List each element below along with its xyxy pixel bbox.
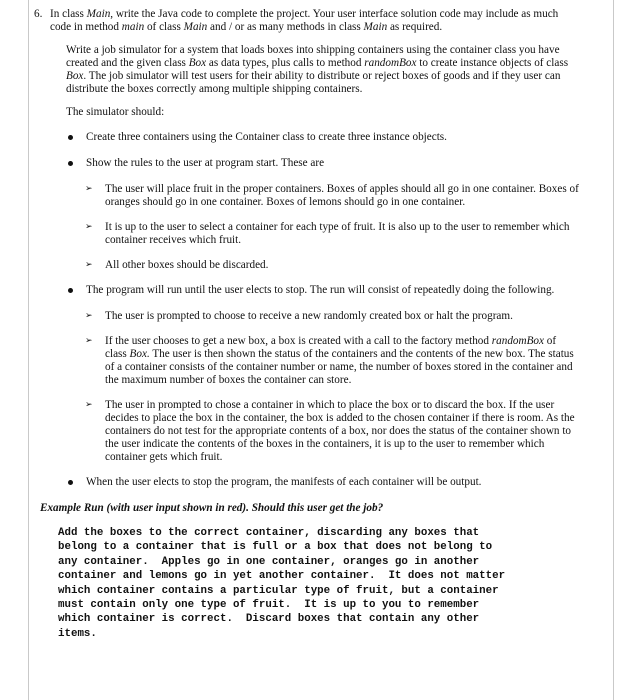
arrow-bullet-icon: ➢ (85, 184, 93, 194)
emphasis-main-method: main (121, 21, 145, 33)
paragraph-part: as data types, plus calls to method (206, 57, 365, 69)
arrow-bullet-icon: ➢ (85, 311, 93, 321)
bullet-manifests: When the user elects to stop the program, the manifests of each container will be output. (86, 476, 580, 489)
emphasis-box: Box (188, 57, 207, 69)
question-text-part: and / or as many methods in class (207, 21, 364, 33)
question-text-part: as required. (387, 21, 443, 33)
question-text-part: of class (144, 21, 184, 33)
simulator-heading: The simulator should: (66, 106, 165, 118)
arrow-bullet-icon: ➢ (85, 400, 93, 410)
rule-item (85, 183, 580, 209)
step-text: The user in prompted to chose a container in which to place the box or to discard the box. If the user decides to place the box in the container, the box is added to the chosen container if there is room. As the containers do not test for the appropriate contents of a box, nor does the status of the container shown to the user indicate the contents of the boxes in the containers, it is up to the user to remember which container gets which fruit. (105, 399, 575, 463)
step-text: The user is then shown the status of the containers and the contents of the new box. The status of a container consists of the container number or name, the number of boxes stored in the container and the maximum number of boxes the container can store. (105, 348, 574, 386)
rule-item (85, 259, 580, 272)
step-item (85, 335, 580, 387)
question-text-part: , write the Java code to complete the project. Your user interface solution code may include as much code in method (50, 8, 559, 33)
description-paragraph (66, 44, 580, 96)
step-text: The user is prompted to choose to receive a new randomly created box or halt the program. (105, 310, 513, 322)
emphasis-randombox: randomBox (491, 335, 544, 347)
example-heading: Example Run (with user input shown in red). Should this user get the job? (40, 502, 384, 514)
rule-text: It is up to the user to select a container for each type of fruit. It is also up to the user to remember which container receives which fruit. (105, 221, 570, 246)
paragraph-part: . The job simulator will test users for their ability to distribute or reject boxes of goods and if they user can distribute the boxes correctly among multiple shipping containers. (66, 70, 561, 95)
question-number: 6. (34, 8, 43, 20)
emphasis-randombox: randomBox (364, 57, 417, 69)
document-content (34, 8, 580, 641)
question-text-part: In class (50, 8, 87, 20)
bullet-show-rules: Show the rules to the user at program start. These are (86, 157, 580, 170)
paragraph-part: Write a job simulator for a system that loads boxes into shipping containers using the container class you have created and the given class (66, 44, 560, 69)
rule-text: The user will place fruit in the proper containers. Boxes of apples should all go in one container. Boxes of oranges should go in one container. Boxes of lemons should go in one container. (105, 183, 579, 208)
question-text (34, 8, 580, 34)
emphasis-box: Box (66, 70, 84, 82)
emphasis-main: Main (363, 21, 388, 33)
arrow-bullet-icon: ➢ (85, 222, 93, 232)
emphasis-box: Box. (129, 348, 150, 360)
arrow-bullet-icon: ➢ (85, 336, 93, 346)
bullet-create-containers: Create three containers using the Container class to create three instance objects. (86, 131, 580, 144)
emphasis-main: Main (183, 21, 208, 33)
emphasis-main: Main (86, 8, 111, 20)
arrow-bullet-icon: ➢ (85, 260, 93, 270)
rule-item (85, 221, 580, 247)
paragraph-part: to create instance objects of class (416, 57, 569, 69)
step-text: of class (105, 335, 557, 360)
step-item (85, 399, 580, 464)
step-item (85, 310, 580, 323)
example-run-code: Add the boxes to the correct container, discarding any boxes that belong to a container that is full or a box that does not belong to any container. Apples go in one container, oranges go in another container and lemons go in yet another container. It does not matter which container contains a particular type of fruit, but a container must contain only one type of fruit. It is up to you to remember which container is correct. Discard boxes that contain any other items. (58, 527, 506, 640)
rule-text: All other boxes should be discarded. (105, 259, 269, 271)
bullet-program-run: The program will run until the user elects to stop. The run will consist of repeatedly doing the following. (86, 284, 580, 297)
step-text: If the user chooses to get a new box, a box is created with a call to the factory method (105, 335, 492, 347)
